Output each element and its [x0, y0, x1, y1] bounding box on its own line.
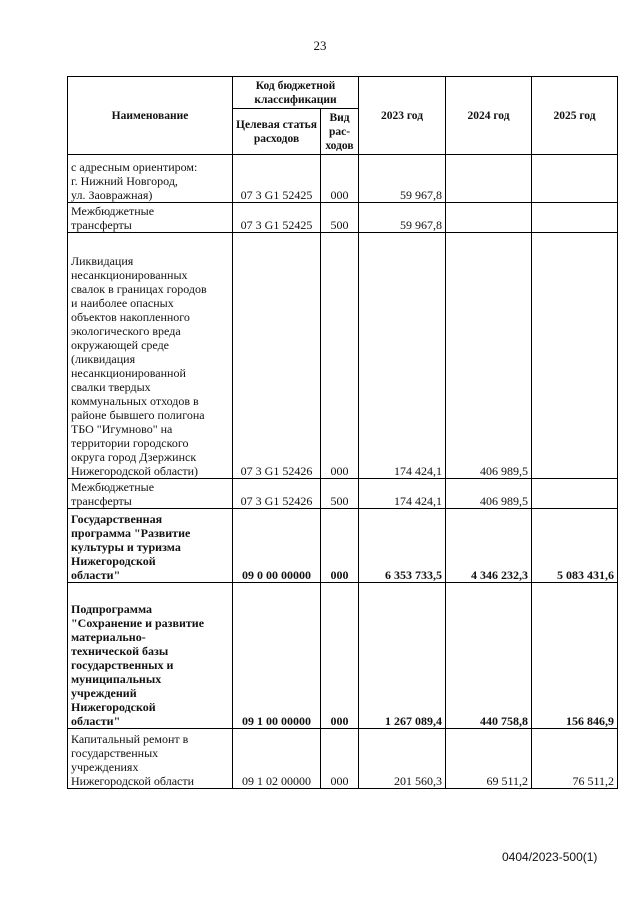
table-row	[68, 583, 618, 729]
row-kind-code: 500	[321, 203, 359, 233]
row-amount-2025: 76 511,2	[532, 729, 618, 789]
row-amount-2024: 406 989,5	[446, 233, 532, 479]
row-kind-code: 000	[321, 729, 359, 789]
row-amount-2024: 4 346 232,3	[446, 509, 532, 583]
header-2023: 2023 год	[359, 77, 446, 155]
header-2025: 2025 год	[532, 77, 618, 155]
table-row	[68, 155, 618, 203]
header-code-group: Код бюджетной классификации	[233, 77, 359, 109]
row-amount-2025	[532, 479, 618, 509]
header-name: Наименование	[68, 77, 233, 155]
row-amount-2024	[446, 155, 532, 203]
document-code: 0404/2023-500(1)	[502, 850, 598, 864]
row-kind-code: 000	[321, 509, 359, 583]
row-target-code: 09 1 02 00000	[233, 729, 321, 789]
row-name: Государственная программа "Развитие культуры и туризма Нижегородской области"	[68, 509, 233, 583]
row-kind-code: 500	[321, 479, 359, 509]
row-name: Капитальный ремонт в государственных учреждениях Нижегородской области	[68, 729, 233, 789]
row-amount-2024: 440 758,8	[446, 583, 532, 729]
row-kind-code: 000	[321, 155, 359, 203]
row-amount-2023: 59 967,8	[359, 155, 446, 203]
table-row	[68, 479, 618, 509]
row-kind-code: 000	[321, 583, 359, 729]
row-amount-2024	[446, 203, 532, 233]
row-name: Подпрограмма "Сохранение и развитие материально- технической базы государственных и муниципальных учреждений Нижегородской области"	[68, 583, 233, 729]
row-amount-2025: 5 083 431,6	[532, 509, 618, 583]
row-target-code: 09 1 00 00000	[233, 583, 321, 729]
page-number: 23	[313, 38, 327, 53]
row-amount-2023: 1 267 089,4	[359, 583, 446, 729]
row-target-code: 07 3 G1 52425	[233, 155, 321, 203]
row-kind-code: 000	[321, 233, 359, 479]
header-2024: 2024 год	[446, 77, 532, 155]
row-amount-2023: 174 424,1	[359, 479, 446, 509]
row-amount-2024: 69 511,2	[446, 729, 532, 789]
row-amount-2023: 201 560,3	[359, 729, 446, 789]
row-target-code: 07 3 G1 52426	[233, 479, 321, 509]
row-target-code: 07 3 G1 52425	[233, 203, 321, 233]
row-amount-2025	[532, 233, 618, 479]
row-amount-2025	[532, 203, 618, 233]
row-amount-2023: 59 967,8	[359, 203, 446, 233]
row-amount-2025: 156 846,9	[532, 583, 618, 729]
header-target: Целевая статья расходов	[233, 109, 321, 155]
row-target-code: 07 3 G1 52426	[233, 233, 321, 479]
table-row	[68, 233, 618, 479]
row-target-code: 09 0 00 00000	[233, 509, 321, 583]
row-name: Межбюджетные трансферты	[68, 203, 233, 233]
budget-table	[67, 76, 618, 789]
row-amount-2023: 174 424,1	[359, 233, 446, 479]
row-amount-2023: 6 353 733,5	[359, 509, 446, 583]
table-row	[68, 729, 618, 789]
row-name: с адресным ориентиром: г. Нижний Новгород, ул. Заовражная)	[68, 155, 233, 203]
row-amount-2025	[532, 155, 618, 203]
table-row	[68, 509, 618, 583]
table-row	[68, 203, 618, 233]
row-name: Ликвидация несанкционированных свалок в границах городов и наиболее опасных объектов накопленного экологического вреда окружающей среде (ликвидация несанкционированной свалки твердых коммунальных отходов в районе бывшего полигона ТБО "Игумново" на территории городского округа город Дзержинск Нижегородской области)	[68, 233, 233, 479]
row-amount-2024: 406 989,5	[446, 479, 532, 509]
row-name: Межбюджетные трансферты	[68, 479, 233, 509]
header-kind: Вид рас-ходов	[321, 109, 359, 155]
